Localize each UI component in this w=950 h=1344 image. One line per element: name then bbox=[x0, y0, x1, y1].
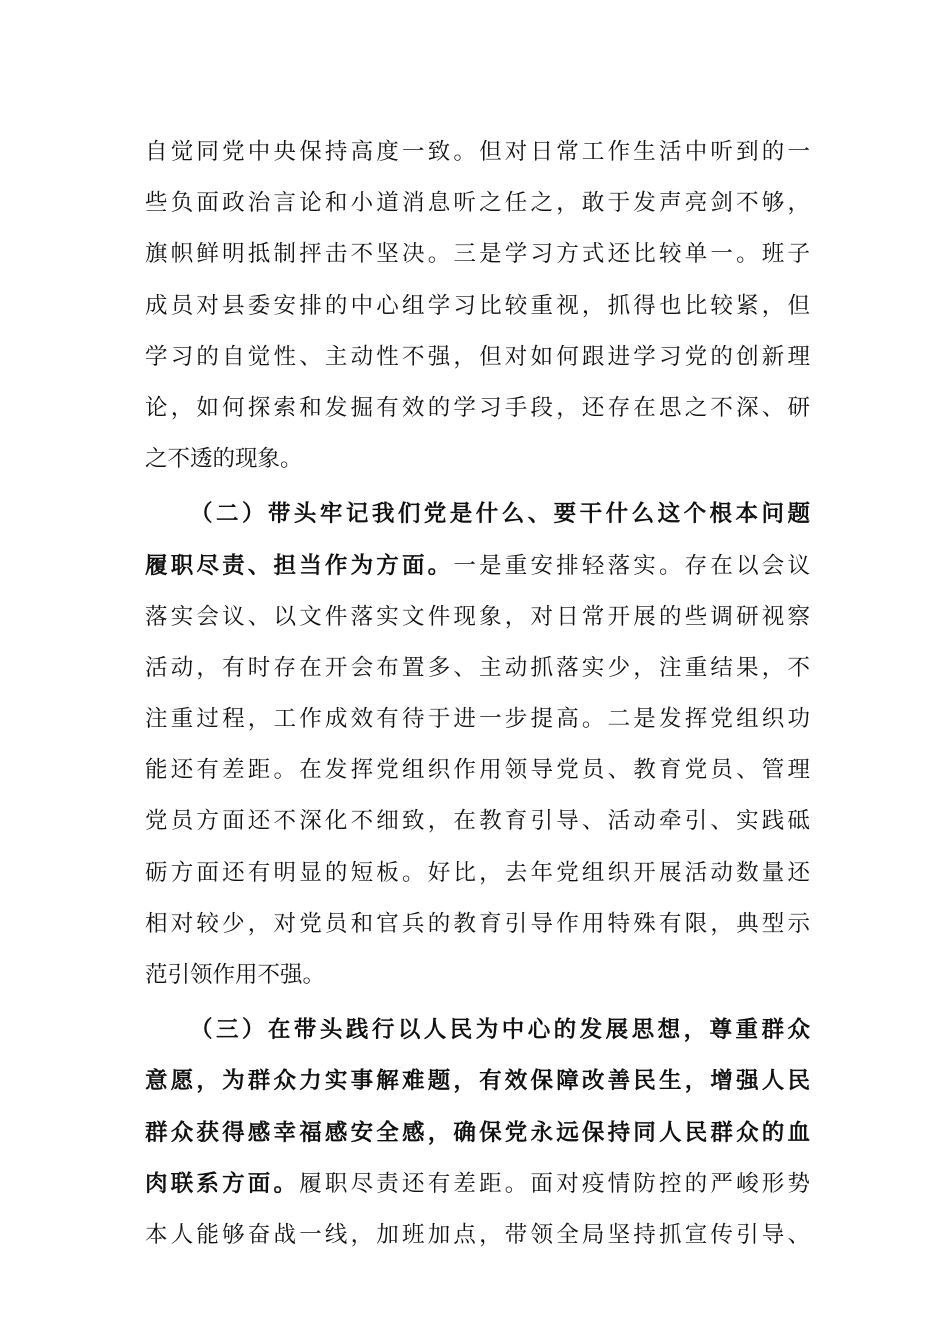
document-body bbox=[145, 127, 810, 1261]
paragraph bbox=[145, 1005, 810, 1261]
paragraph bbox=[145, 127, 810, 485]
text-line: 范引领作用不强。 bbox=[145, 962, 326, 988]
text-line: 注重过程，工作成效有待于进一步提高。二是发挥党组织功 bbox=[145, 706, 810, 733]
text-line: 成员对县委安排的中心组学习比较重视，抓得也比较紧，但 bbox=[145, 292, 810, 319]
text-line: 本人能够奋战一线，加班加点，带领全局坚持抓宣传引导、 bbox=[145, 1221, 810, 1248]
text-line: 砺方面还有明显的短板。好比，去年党组织开展活动数量还 bbox=[145, 859, 810, 886]
text-line: 党员方面还不深化不细致，在教育引导、活动牵引、实践砥 bbox=[145, 808, 810, 835]
bold-text: （二）带头牢记我们党是什么、要干什么这个根本问题 bbox=[190, 501, 810, 528]
bold-text: 群众获得感幸福感安全感，确保党永远保持同人民群众的血 bbox=[145, 1119, 810, 1146]
text-line: 之不透的现象。 bbox=[145, 446, 303, 473]
section-heading-line: 肉联系方面。履职尽责还有差距。面对疫情防控的严峻形势 bbox=[145, 1170, 810, 1197]
bold-text: 意愿，为群众力实事解难题，有效保障改善民生，增强人民 bbox=[145, 1068, 810, 1095]
paragraph bbox=[145, 489, 810, 1001]
text-line: 落实会议、以文件落实文件现象，对日常开展的些调研视察 bbox=[145, 603, 810, 630]
text-line: 能还有差距。在发挥党组织作用领导党员、教育党员、管理 bbox=[145, 757, 810, 784]
text-line: 旗帜鲜明抵制抨击不坚决。三是学习方式还比较单一。班子 bbox=[145, 241, 810, 268]
text-line: 些负面政治言论和小道消息听之任之，敢于发声亮剑不够， bbox=[145, 190, 810, 217]
text-line: 学习的自觉性、主动性不强，但对如何跟进学习党的创新理 bbox=[145, 343, 810, 370]
bold-text: 肉联系方面。 bbox=[145, 1170, 300, 1197]
section-heading-line bbox=[145, 1005, 810, 1056]
section-heading-line bbox=[145, 489, 810, 540]
text-line: 论，如何探索和发掘有效的学习手段，还存在思之不深、研 bbox=[145, 394, 810, 421]
section-heading-line: 履职尽责、担当作为方面。一是重安排轻落实。存在以会议 bbox=[145, 552, 810, 579]
bold-text: （三）在带头践行以人民为中心的发展思想，尊重群众 bbox=[190, 1017, 810, 1044]
section-heading-line bbox=[145, 1108, 810, 1159]
text-line: 自觉同党中央保持高度一致。但对日常工作生活中听到的一 bbox=[145, 139, 810, 165]
bold-text: 履职尽责、担当作为方面。 bbox=[145, 552, 454, 579]
text-line: 活动，有时存在开会布置多、主动抓落实少，注重结果，不 bbox=[145, 654, 810, 681]
section-heading-line bbox=[145, 1056, 810, 1107]
text-line: 相对较少，对党员和官兵的教育引导作用特殊有限，典型示 bbox=[145, 910, 810, 937]
